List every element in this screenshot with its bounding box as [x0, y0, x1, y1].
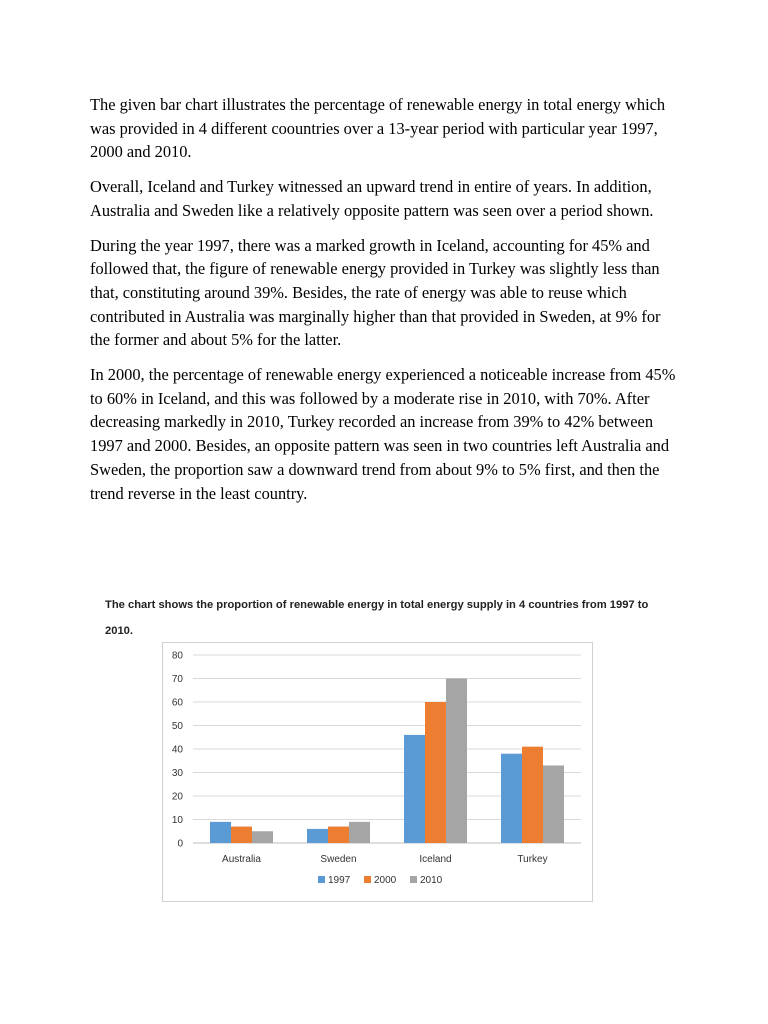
- paragraph-4: In 2000, the percentage of renewable energy experienced a noticeable increase from 45% to 60% in Iceland, and this was followed by a moderate rise in 2010, with 70%. After decreasing markedly in 2010, Turkey recorded an increase from 39% to 42% between 1997 and 2000. Besides, an opposite pattern was seen in two countries left Australia and Sweden, the proportion saw a downward trend from about 9% to 5% first, and then the trend reverse in the least country.: [90, 365, 676, 503]
- x-tick-label: Australia: [222, 854, 261, 865]
- paragraph-1: The given bar chart illustrates the percentage of renewable energy in total energy which was provided in 4 different coountries over a 13-year period with particular year 1997, 2000 and 2010.: [90, 95, 666, 162]
- chart-svg: [163, 643, 592, 901]
- paragraph-2: Overall, Iceland and Turkey witnessed an upward trend in entire of years. In addition, Australia and Sweden like a relatively opposite pattern was seen over a period shown.: [90, 177, 654, 220]
- bars: [210, 679, 564, 844]
- legend-swatch-2000: [364, 876, 371, 883]
- bar-iceland-2010: [446, 679, 467, 844]
- y-tick-label: 80: [171, 650, 183, 662]
- y-tick-label: 70: [171, 674, 183, 685]
- x-tick-label: Sweden: [320, 854, 357, 865]
- y-tick-label: 0: [177, 838, 183, 850]
- chart-title: The chart shows the proportion of renewable energy in total energy supply in 4 countries from 1997 to 2010.: [105, 599, 649, 637]
- x-axis-labels: [222, 854, 548, 865]
- bar-australia-2010: [252, 831, 273, 843]
- x-tick-label: Turkey: [517, 854, 548, 865]
- y-tick-label: 20: [171, 791, 183, 803]
- bar-turkey-2010: [543, 765, 564, 843]
- bar-australia-2000: [231, 827, 252, 843]
- bar-chart: [162, 642, 593, 902]
- y-tick-label: 30: [171, 768, 183, 779]
- paragraph-3: During the year 1997, there was a marked growth in Iceland, accounting for 45% and followed that, the figure of renewable energy provided in Turkey was slightly less than that, constituting around 39%. Besides, the rate of energy was able to reuse which contributed in Australia was marginally higher than that provided in Sweden, at 9% for the former and about 5% for the latter.: [90, 235, 661, 350]
- bar-australia-1997: [210, 822, 231, 843]
- bar-turkey-1997: [501, 754, 522, 843]
- y-tick-label: 50: [171, 721, 183, 732]
- bar-sweden-2010: [349, 822, 370, 843]
- y-tick-label: 40: [171, 744, 183, 756]
- bar-iceland-1997: [404, 735, 425, 843]
- legend-label: 2000: [374, 875, 397, 886]
- y-tick-label: 60: [171, 697, 183, 709]
- bar-iceland-2000: [425, 702, 446, 843]
- legend-swatch-1997: [318, 876, 325, 883]
- legend: [318, 875, 443, 886]
- x-tick-label: Iceland: [419, 854, 452, 865]
- legend-label: 1997: [328, 875, 351, 886]
- bar-sweden-2000: [328, 827, 349, 843]
- y-tick-label: 10: [171, 815, 183, 826]
- y-axis-ticks: [172, 651, 184, 850]
- bar-turkey-2000: [522, 747, 543, 843]
- bar-sweden-1997: [307, 829, 328, 843]
- essay-text: [90, 93, 680, 516]
- legend-label: 2010: [420, 875, 443, 886]
- legend-swatch-2010: [410, 876, 417, 883]
